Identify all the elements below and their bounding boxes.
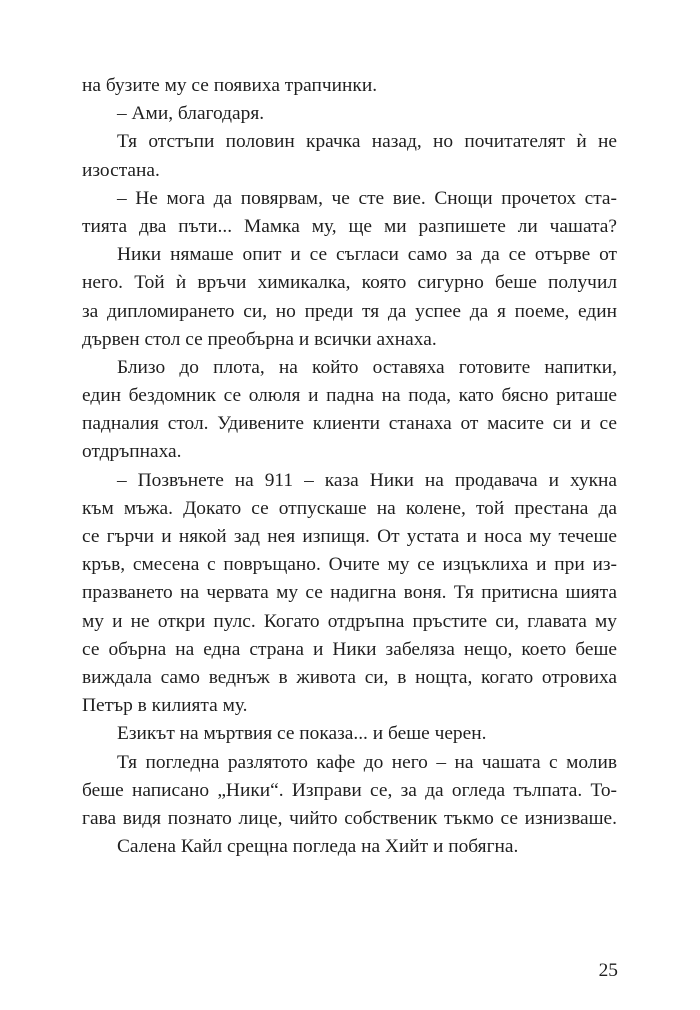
text-line: – Позвънете на 911 – каза Ники на продавача и хукна [117,469,617,491]
text-line: беше написано „Ники“. Изправи се, за да огледа тълпата. То- [82,779,617,801]
text-line: – Ами, благодаря. [117,103,265,125]
text-line: – Не мога да повярвам, че сте вие. Снощи прочетох ста- [117,187,617,209]
text-line: се гърчи и някой зад нея изпищя. От устата и носа му течеше [82,526,617,547]
text-line: Тя погледна разлятото кафе до него – на чашата с молив [117,751,617,773]
text-line: дървен стол се преобърна и всички ахнаха. [82,328,437,350]
text-line: тията два пъти... Мамка му, ще ми разпишете ли чашата? [82,215,617,237]
page-number: 25 [598,960,618,981]
text-line: Петър в килията му. [82,695,248,717]
text-line: Тя отстъпи половин крачка назад, но почитателят ѝ не [117,131,617,153]
text-line: за дипломирането си, но преди тя да успее да я поеме, един [82,300,617,322]
text-line: отдръпнаха. [82,441,182,463]
text-line: кръв, смесена с повръщано. Очите му се изцъклиха и при из- [82,554,617,576]
text-line: към мъжа. Докато се отпускаше на колене, той престана да [82,497,617,519]
text-line: празването на червата му се надигна воня. Тя притисна шията [82,582,617,604]
text-line: Близо до плота, на който оставяха готовите напитки, [117,356,617,378]
text-line: Езикът на мъртвия се показа... и беше черен. [117,723,487,745]
text-line: на бузите му се появиха трапчинки. [82,75,378,96]
text-line: един бездомник се олюля и падна на пода, като бясно риташе [82,385,617,407]
text-line: изостана. [82,159,160,181]
text-line: Ники нямаше опит и се съгласи само за да се отърве от [117,244,617,266]
text-line: падналия стол. Удивените клиенти станаха от масите си и се [82,413,617,435]
page-body-text [82,72,617,861]
text-line: Салена Кайл срещна погледа на Хийт и побягна. [117,836,519,858]
text-line: му и не откри пулс. Когато отдръпна пръстите си, главата му [82,610,617,632]
text-line: се обърна на една страна и Ники забеляза нещо, което беше [82,638,617,660]
text-line: него. Той ѝ връчи химикалка, която сигурно беше получил [82,272,617,294]
text-line: виждала само веднъж в живота си, в нощта, когато отровиха [82,666,617,688]
text-line: гава видя познато лице, чийто собственик тъкмо се изнизваше. [82,807,617,829]
